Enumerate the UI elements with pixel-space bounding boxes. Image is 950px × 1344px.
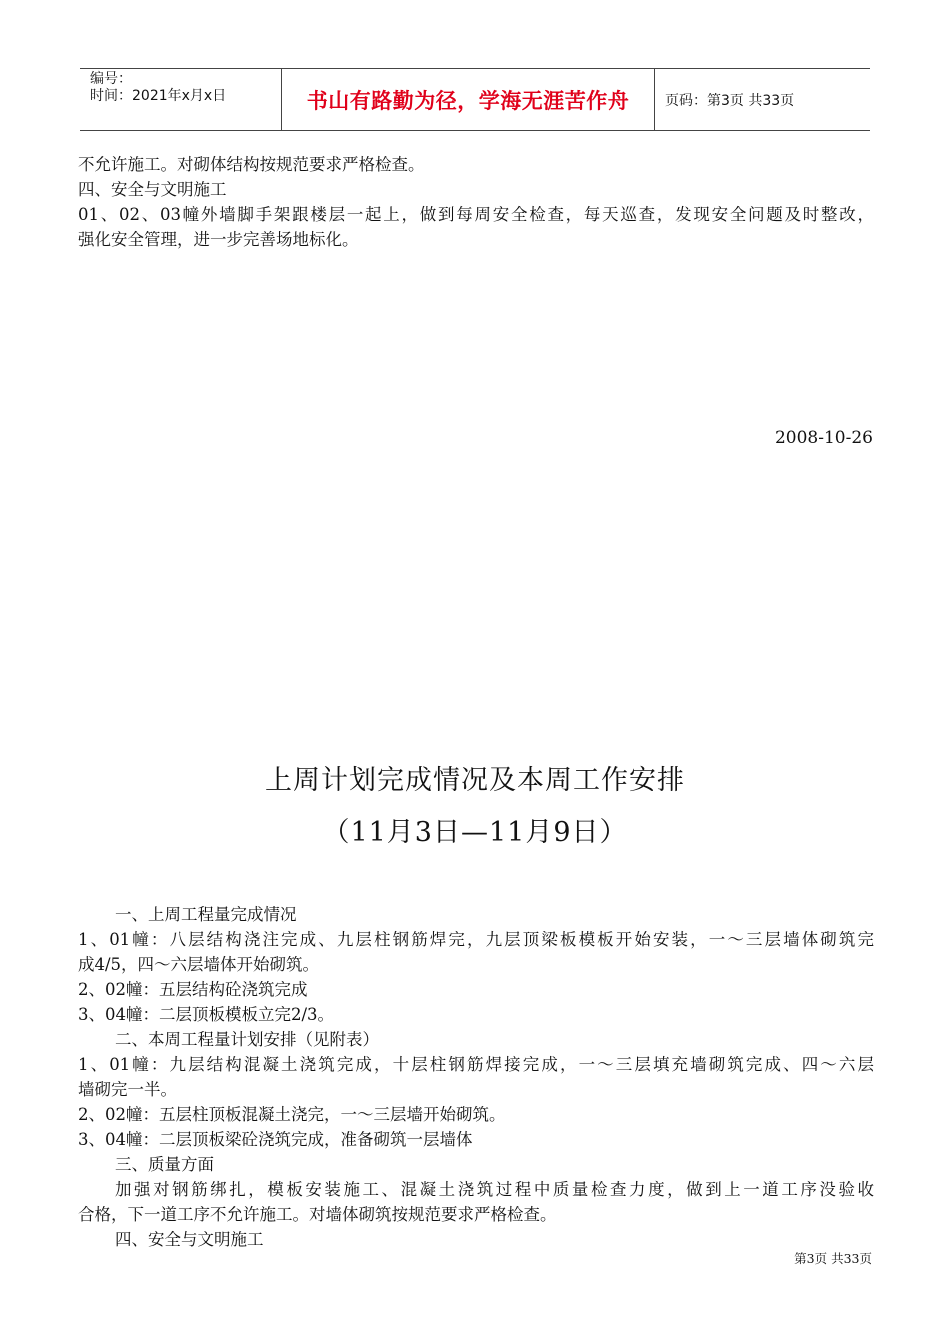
text-line: 不允许施工。对砌体结构按规范要求严格检查。 [78,155,425,174]
text-line: 加强对钢筋绑扎，模板安装施工、混凝土浇筑过程中质量检查力度，做到上一道工序没验收 [115,1180,874,1199]
text-line: 成4/5，四～六层墙体开始砌筑。 [78,955,320,974]
report-subtitle: （11月3日—11月9日） [322,817,628,848]
text-line: 1、01幢：八层结构浇注完成、九层柱钢筋焊完，九层顶梁板模板开始安装，一～三层墙体砌筑完 [78,930,874,949]
text-line: 1、01幢：九层结构混凝土浇筑完成，十层柱钢筋焊接完成，一～三层填充墙砌筑完成、四～六层 [78,1055,874,1074]
time-label: 时间：2021年x月x日 [90,88,227,104]
page-header [80,68,870,131]
section-heading: 四、安全与文明施工 [78,180,227,199]
text-line: 强化安全管理，进一步完善场地标化。 [78,230,359,249]
text-line: 3、04幢：二层顶板梁砼浇筑完成，准备砌筑一层墙体 [78,1130,473,1149]
text-line: 3、04幢：二层顶板模板立完2/3。 [78,1005,335,1024]
text-line: 2、02幢：五层结构砼浇筑完成 [78,980,308,999]
text-line: 合格，下一道工序不允许施工。对墙体砌筑按规范要求严格检查。 [78,1205,557,1224]
text-line: 2、02幢：五层柱顶板混凝土浇完，一～三层墙开始砌筑。 [78,1105,506,1124]
report-title: 上周计划完成情况及本周工作安排 [265,765,685,796]
header-page-number: 页码：第3页 共33页 [665,92,795,109]
header-info-cell [80,69,282,130]
section-heading: 四、安全与文明施工 [115,1230,264,1249]
section-heading: 一、上周工程量完成情况 [115,905,297,924]
footer-page-number: 第3页 共33页 [794,1251,872,1266]
code-label: 编号： [90,71,132,87]
text-line: 墙砌完一半。 [78,1080,177,1099]
header-motto: 书山有路勤为径，学海无涯苦作舟 [282,69,655,130]
section-heading: 二、本周工程量计划安排（见附表） [115,1030,379,1049]
text-line: 01、02、03幢外墙脚手架跟楼层一起上，做到每周安全检查，每天巡查，发现安全问题及时整改， [78,205,874,224]
document-date: 2008-10-26 [774,428,873,448]
section-heading: 三、质量方面 [115,1155,214,1174]
